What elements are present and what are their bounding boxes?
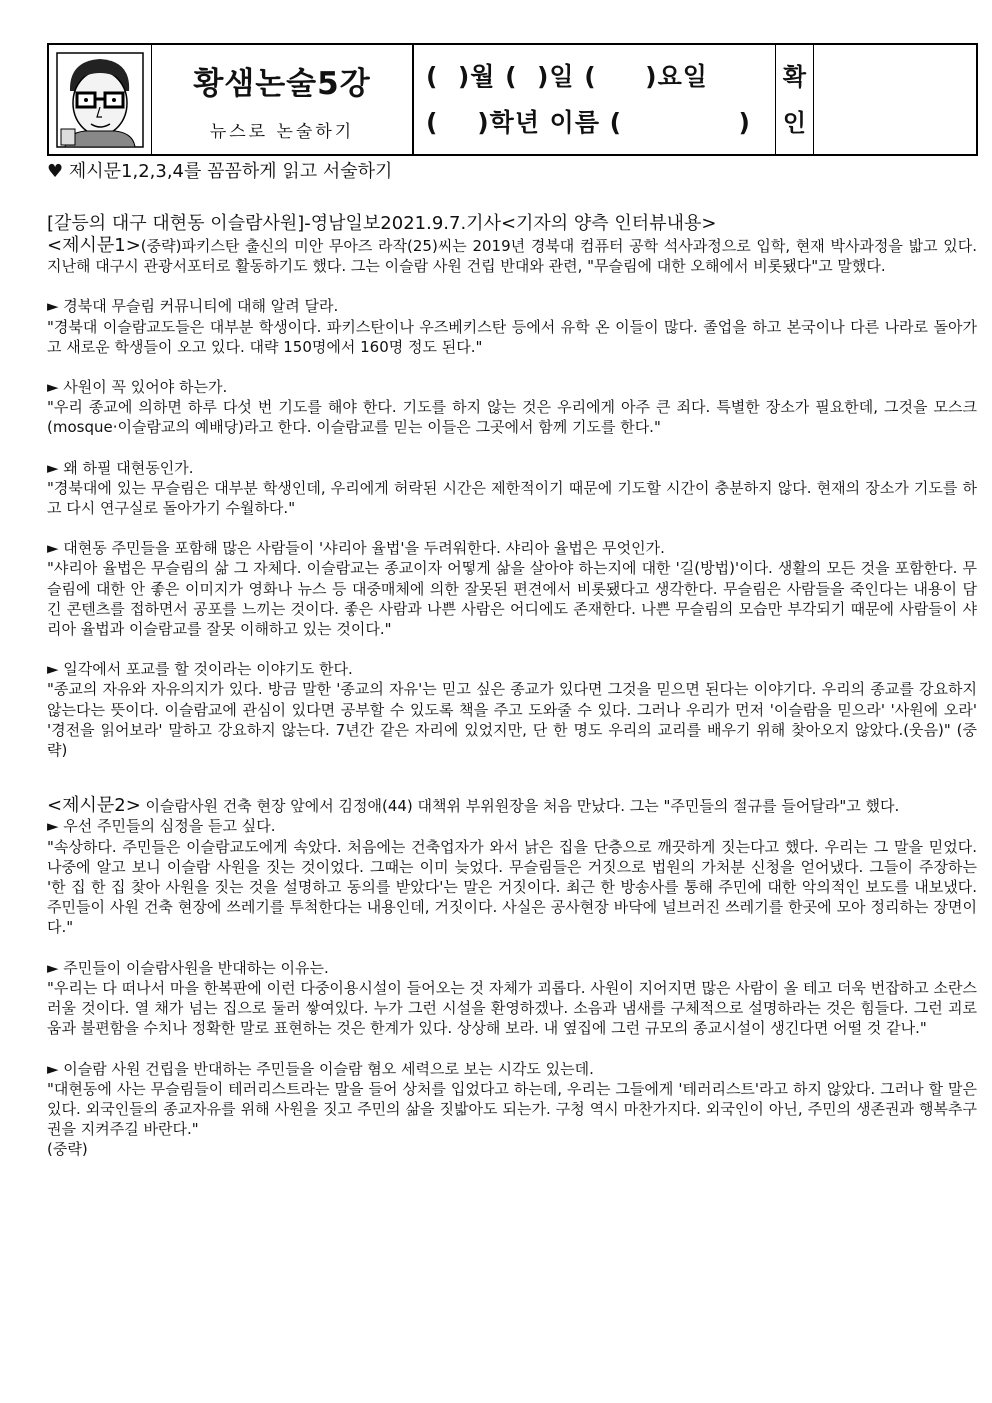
worksheet-title: 황샘논술5강: [193, 65, 371, 102]
worksheet-subtitle: 뉴스로 논술하기: [209, 121, 355, 142]
p2-question-3: ► 이슬람 사원 건립을 반대하는 주민들을 이슬람 혐오 세력으로 보는 시각도 있는데.: [47, 1059, 594, 1078]
passage2-intro-text: 이슬람사원 건축 현장 앞에서 김정애(44) 대책위 부위원장을 처음 만났다. 그는 "주민들의 절규를 들어달라"고 했다.: [140, 797, 900, 816]
date-field[interactable]: ( )월 ( )일 ( )요일: [426, 62, 708, 91]
p1-question-2: ► 사원이 꼭 있어야 하는가.: [47, 378, 228, 397]
passage1-intro: [47, 236, 977, 276]
confirm-label-bottom: 인: [782, 108, 807, 137]
p2-question-2: ► 주민들이 이슬람사원을 반대하는 이유는.: [47, 958, 329, 977]
p2-outro: (중략): [47, 1140, 88, 1159]
p1-question-5: ► 일각에서 포교를 할 것이라는 이야기도 한다.: [47, 660, 353, 679]
confirm-label-top: 확: [782, 62, 807, 91]
p1-answer-3: "경북대에 있는 무슬림은 대부분 학생인데, 우리에게 허락된 시간은 제한적이기 때문에 기도할 시간이 충분하지 않다. 현재의 장소가 기도를 하고 다시 연구실로 돌아가기 수월하다.": [47, 478, 977, 518]
p2-answer-2: "우리는 다 떠나서 마을 한복판에 이런 다중이용시설이 들어오는 것 자체가 괴롭다. 사원이 지어지면 많은 사람이 올 테고 더욱 번잡하고 소란스러울 것이다. 열 채가 넘는 집으로 둘러 쌓여있다. 누가 그런 시설을 환영하겠나. 소음과 냄새를 구체적으로 설명하라는 것은 힘들다. 그런 괴로움과 불편함을 수치나 정확한 말로 표현하는 것은 한계가 있다. 상상해 보라. 내 옆집에 그런 규모의 종교시설이 생긴다면 어떨 것 같나.": [47, 978, 977, 1038]
passage1-intro-text: (중략)파키스탄 출신의 미안 무아즈 라작(25)씨는 2019년 경북대 컴퓨터 공학 석사과정으로 입학, 현재 박사과정을 밟고 있다. 지난해 대구시 관광서포터로 활동하기도 했다. 그는 이슬람 사원 건립 반대와 관련, "무슬림에 대한 오해에서 비롯됐다"고 말했다.: [47, 237, 977, 276]
p1-answer-5: "종교의 자유와 자유의지가 있다. 방금 말한 '종교의 자유'는 믿고 싶은 종교가 있다면 그것을 믿으면 된다는 이야기다. 우리의 종교를 강요하지 않는다는 뜻이다. 이슬람교에 관심이 있다면 공부할 수 있도록 책을 주고 도와줄 수 있다. 그러나 우리가 먼저 '이슬람을 믿으라' '사원에 오라' '경전을 읽어보라' 말하고 강요하지 않는다. 7년간 같은 자리에 있었지만, 단 한 명도 우리의 교리를 배우기 위해 찾아오지 않았다.(웃음)" (중략): [47, 680, 977, 760]
p2-answer-3: "대현동에 사는 무슬림들이 테러리스트라는 말을 들어 상처를 입었다고 하는데, 우리는 그들에게 '테러리스트'라고 하지 않았다. 그러나 할 말은 있다. 외국인들의 종교자유를 위해 사원을 짓고 주민의 삶을 짓밟아도 되는가. 구청 역시 마찬가지다. 외국인이 아닌, 주민의 생존권과 행복추구권을 지켜주길 바란다.": [47, 1079, 977, 1139]
worksheet-header: [47, 43, 978, 156]
p1-answer-2: "우리 종교에 의하면 하루 다섯 번 기도를 해야 한다. 기도를 하지 않는 것은 우리에게 아주 큰 죄다. 특별한 장소가 필요한데, 그것을 모스크(mosque·이슬람교의 예배당)라고 한다. 이슬람교를 믿는 이들은 그곳에서 함께 기도를 한다.": [47, 398, 977, 437]
p1-question-3: ► 왜 하필 대현동인가.: [47, 458, 194, 477]
teacher-caricature-cell: [49, 45, 152, 154]
passage1-label: <제시문1>: [47, 235, 141, 256]
article-title: [갈등의 대구 대현동 이슬람사원]-영남일보2021.9.7.기사<기자의 양측 인터뷰내용>: [47, 213, 717, 234]
p1-question-4: ► 대현동 주민들을 포함해 많은 사람들이 '샤리아 율법'을 두려워한다. 샤리아 율법은 무엇인가.: [47, 539, 665, 558]
worksheet-body: [47, 160, 977, 1160]
p1-answer-1: "경북대 이슬람교도들은 대부분 학생이다. 파키스탄이나 우즈베키스탄 등에서 유학 온 이들이 많다. 졸업을 하고 본국이나 다른 나라로 돌아가고 새로운 학생들이 오고 있다. 대략 150명에서 160명 정도 된다.": [47, 317, 977, 356]
title-cell: [152, 45, 414, 154]
instruction: ♥ 제시문1,2,3,4를 꼼꼼하게 읽고 서술하기: [47, 161, 393, 182]
teacher-caricature-icon: [55, 51, 145, 149]
p1-question-1: ► 경북대 무슬림 커뮤니티에 대해 알려 달라.: [47, 297, 339, 316]
passage2-intro: [47, 796, 977, 816]
p2-question-1: ► 우선 주민들의 심정을 듣고 싶다.: [47, 817, 276, 836]
grade-name-field[interactable]: ( )학년 이름 ( ): [426, 108, 751, 137]
p1-answer-4: "샤리아 율법은 무슬림의 삶 그 자체다. 이슬람교는 종교이자 어떻게 삶을 살아야 하는지에 대한 '길(방법)'이다. 생활의 모든 것을 포함한다. 무슬림에 대한 안 좋은 이미지가 영화나 뉴스 등 대중매체에 의한 잘못된 편견에서 비롯됐다고 생각한다. 무슬림은 사람들을 죽인다는 내용이 담긴 콘텐츠를 접하면서 공포를 느끼는 것이다. 좋은 사람과 나쁜 사람은 어디에도 존재한다. 나쁜 무슬림의 모습만 부각되기 때문에 사람들이 샤리아 율법과 이슬람교를 잘못 이해하고 있는 것이다.": [47, 559, 978, 639]
passage2-label: <제시문2>: [47, 795, 141, 817]
p2-answer-1: "속상하다. 주민들은 이슬람교도에게 속았다. 처음에는 건축업자가 와서 낡은 집을 단층으로 깨끗하게 짓는다고 했다. 우리는 그 말을 믿었다. 나중에 알고 보니 이슬람 사원을 짓는 것이었다. 그때는 이미 늦었다. 무슬림들은 거짓으로 법원의 가처분 신청을 얻어냈다. 그들이 주장하는 '한 집 한 집 찾아 사원을 짓는 것을 설명하고 동의를 받았다'는 말은 거짓이다. 최근 한 방송사를 통해 주민에 대한 악의적인 보도를 내보냈다. 주민들이 사원 건축 현장에 쓰레기를 투척한다는 내용인데, 거짓이다. 사실은 공사현장 바닥에 널브러진 쓰레기를 한곳에 모아 정리하는 장면이다.": [47, 837, 977, 937]
confirm-signature-box[interactable]: [814, 45, 976, 154]
date-name-cell: [414, 45, 776, 154]
confirm-label-cell: [776, 45, 814, 154]
